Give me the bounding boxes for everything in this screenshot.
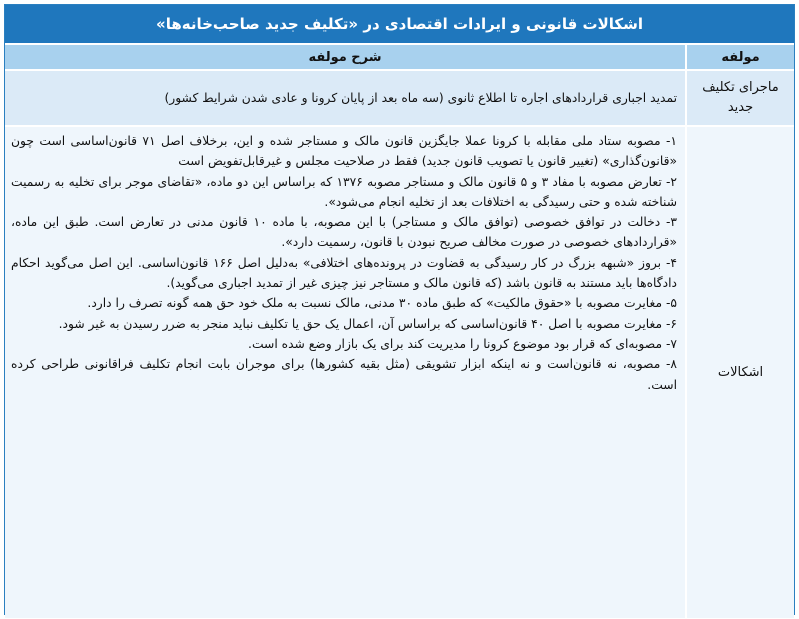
list-item: ۷- مصوبه‌ای که قرار بود موضوع کرونا را مدیریت کند برای یک بازار وضع شده است. [248,336,677,351]
list-item: ۸- مصوبه، نه قانون‌است و نه اینکه ابزار تشویقی (مثل بقیه کشورها) برای موجران بابت انجام تکلیف فراقانونی طراحی کرده است. [11,357,677,392]
list-item: ۵- مغایرت مصوبه با «حقوق مالکیت» که طبق ماده ۳۰ مدنی، مالک نسبت به ملک خود حق همه گونه تصرف را دارد. [87,296,677,311]
row-label-issues: اشکالات [685,127,794,618]
header-row [5,45,794,69]
list-item: ۴- بروز «شبهه بزرگ در کار رسیدگی به قضاوت در پرونده‌های اختلافی» به‌دلیل اصل ۱۶۶ قانون‌اساسی. این اصل می‌گوید احکام دادگاه‌ها باید مستند به قانون باشد (که قانون مالک و مستاجر نیز چیزی غیر از تمدید اجباری می‌گوید). [11,255,677,291]
row-text-case: تمدید اجباری قراردادهای اجاره تا اطلاع ثانوی (سه ماه بعد از پایان کرونا و عادی شدن شرایط کشور) [164,91,677,105]
list-item: ۳- دخالت در توافق خصوصی (توافق مالک و مستاجر) با این مصوبه، با ماده ۱۰ قانون مدنی در تعارض است. طبق این ماده، «قراردادهای خصوصی در صورت مخالف صریح نبودن با قانون، رسمیت دارد». [11,215,677,250]
list-item: ۱- مصوبه ستاد ملی مقابله با کرونا عملا جایگزین قانون مالک و مستاجر شده و این، برخلاف اصل ۷۱ قانون‌اساسی است چون «قانون‌گذاری» (تغییر قانون یا تصویب قانون جدید) فقط در صلاحیت مجلس و غیرقابل‌تفویض است [11,134,677,169]
header-component: مولفه [685,45,794,69]
row-label-case: ماجرای تکلیف جدید [685,71,794,125]
list-item: ۲- تعارض مصوبه با مفاد ۳ و ۵ قانون مالک و مستاجر مصوبه ۱۳۷۶ که براساس این دو ماده، «تقاضای موجر برای تخلیه به رسمیت شناخته شده و حتی رسیدگی به اختلافات بعد از تخلیه انجام می‌شود». [11,174,677,209]
table-row [5,69,794,125]
info-table [4,4,795,615]
issues-list [5,127,685,618]
list-item: ۶- مغایرت مصوبه با اصل ۴۰ قانون‌اساسی که براساس آن، اعمال یک حق یا تکلیف نباید منجر به ضرر رسیدن به غیر شود. [58,316,677,331]
header-description: شرح مولفه [5,45,685,69]
table-row [5,125,794,618]
table-title: اشکالات قانونی و ایرادات اقتصادی در «تکلیف جدید صاحب‌خانه‌ها» [5,5,794,45]
